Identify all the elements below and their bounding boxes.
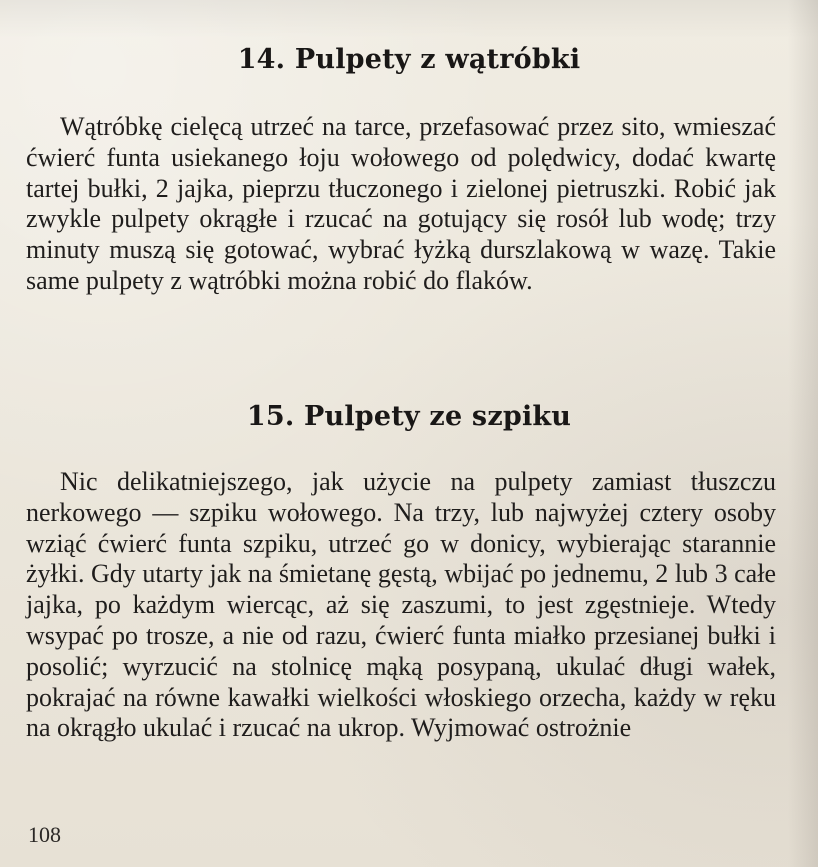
page-number: 108 (28, 822, 61, 847)
page-top-shade (0, 0, 818, 38)
section-text-14: Wątróbkę cielęcą utrzeć na tarce, przefasować przez sito, wmieszać ćwierć funta usiekanego łoju wołowego od polędwicy, dodać kwartę tartej bułki, 2 jajka, pieprzu tłuczonego i zielonej pietruszki. Robić jak zwykle pulpety okrągłe i rzucać na gotujący się rosół lub wodę; trzy minuty muszą się gotować, wybrać łyżką durszlakową w wazę. Takie same pulpety z wątróbki można robić do flaków. (26, 112, 776, 295)
section-text-15: Nic delikatniejszego, jak użycie na pulpety zamiast tłuszczu nerkowego — szpiku wołowego. Na trzy, lub najwyżej cztery osoby wziąć ćwierć funta szpiku, utrzeć go w donicy, wybierając starannie żyłki. Gdy utarty jak na śmietanę gęstą, wbijać po jednemu, 2 lub 3 całe jajka, po każdym wiercąc, aż się zaszumi, to jest zgęstnieje. Wtedy wsypać po trosze, a nie od razu, ćwierć funta miałko przesianej bułki i posolić; wyrzucić na stolnicę mąką posypaną, ukulać długi wałek, pokrajać na równe kawałki wielkości włoskiego orzecha, każdy w ręku na okrągło ukulać i rzucać na ukrop. Wyjmować ostrożnie (26, 467, 776, 743)
page-edge-shadow (788, 0, 818, 867)
section-heading-14: 14. Pulpety z wątróbki (237, 44, 581, 75)
section-heading-15: 15. Pulpety ze szpiku (246, 401, 572, 432)
